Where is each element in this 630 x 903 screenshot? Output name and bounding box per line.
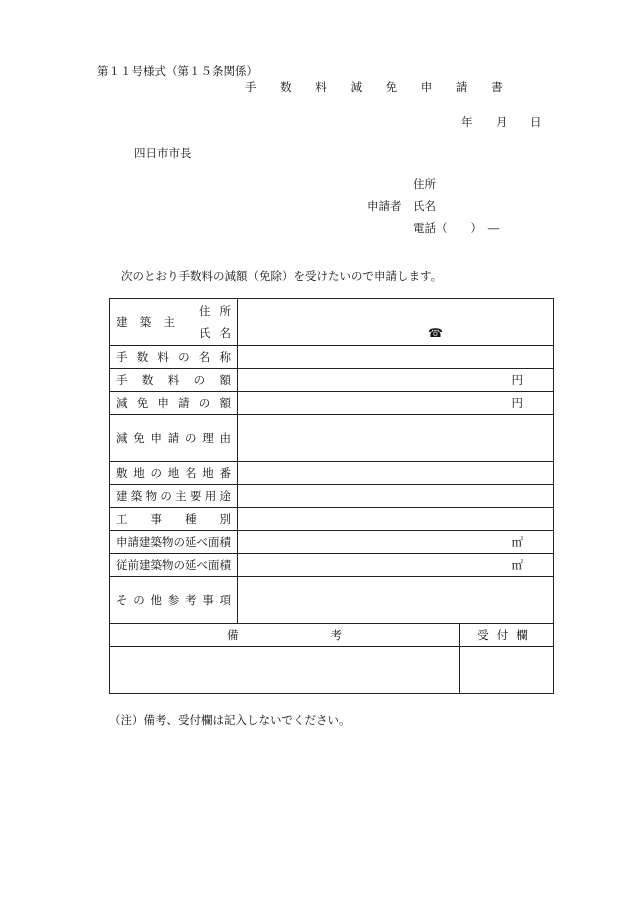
- addressee: 四日市市長: [134, 146, 192, 160]
- form-number: 第１１号様式（第１５条関係）: [97, 64, 258, 78]
- fee-amount-unit[interactable]: 円: [238, 369, 554, 392]
- table-row: [110, 647, 554, 694]
- owner-value[interactable]: [238, 299, 554, 346]
- applicant-name-label: 氏名: [413, 199, 436, 213]
- date-month: 月: [496, 115, 508, 129]
- table-row: [110, 299, 554, 346]
- site-label: 敷地の地名地番: [110, 462, 238, 485]
- phone-icon: ☎: [428, 326, 443, 340]
- owner-name-label: 氏名: [199, 326, 231, 340]
- previous-area-unit[interactable]: ㎡: [238, 554, 554, 577]
- table-row: [110, 462, 554, 485]
- reception-value: [460, 647, 554, 694]
- fee-amount-label: 手数料の額: [110, 369, 238, 392]
- date-day: 日: [530, 115, 542, 129]
- footnote: （注）備考、受付欄は記入しないでください。: [109, 713, 351, 727]
- reception-header: 受付欄: [460, 624, 554, 647]
- owner-address-label: 住所: [199, 304, 231, 318]
- construction-type-value[interactable]: [238, 508, 554, 531]
- applied-area-label: 申請建築物の延べ面積: [110, 531, 238, 554]
- table-row: [110, 531, 554, 554]
- remarks-header: 備 考: [110, 624, 460, 647]
- table-row: [110, 577, 554, 624]
- table-row: [110, 346, 554, 369]
- fee-name-value[interactable]: [238, 346, 554, 369]
- table-row: [110, 485, 554, 508]
- table-row: [110, 369, 554, 392]
- date-year: 年: [461, 115, 473, 129]
- previous-area-label: 従前建築物の延べ面積: [110, 554, 238, 577]
- remarks-value[interactable]: [110, 647, 460, 694]
- application-table: [109, 298, 554, 694]
- owner-label: 建築主: [116, 315, 175, 329]
- applicant-phone-label: 電話（ ） ―: [413, 221, 500, 235]
- table-row: [110, 554, 554, 577]
- table-row: [110, 415, 554, 462]
- applied-area-unit[interactable]: ㎡: [238, 531, 554, 554]
- use-label: 建築物の主要用途: [110, 485, 238, 508]
- table-row: [110, 392, 554, 415]
- applicant-address-label: 住所: [413, 177, 436, 191]
- other-value[interactable]: [238, 577, 554, 624]
- applicant-role-label: 申請者: [367, 199, 402, 213]
- reason-label: 減免申請の理由: [110, 415, 238, 462]
- owner-cell: [110, 299, 238, 346]
- table-row: [110, 624, 554, 647]
- document-title: 手 数 料 減 免 申 請 書: [245, 80, 513, 94]
- use-value[interactable]: [238, 485, 554, 508]
- intro-text: 次のとおり手数料の減額（免除）を受けたいので申請します。: [121, 269, 443, 283]
- reduction-amount-unit[interactable]: 円: [238, 392, 554, 415]
- reason-value[interactable]: [238, 415, 554, 462]
- construction-type-label: 工事種別: [110, 508, 238, 531]
- site-value[interactable]: [238, 462, 554, 485]
- reduction-amount-label: 減免申請の額: [110, 392, 238, 415]
- table-row: [110, 508, 554, 531]
- fee-name-label: 手数料の名称: [110, 346, 238, 369]
- other-label: その他参考事項: [110, 577, 238, 624]
